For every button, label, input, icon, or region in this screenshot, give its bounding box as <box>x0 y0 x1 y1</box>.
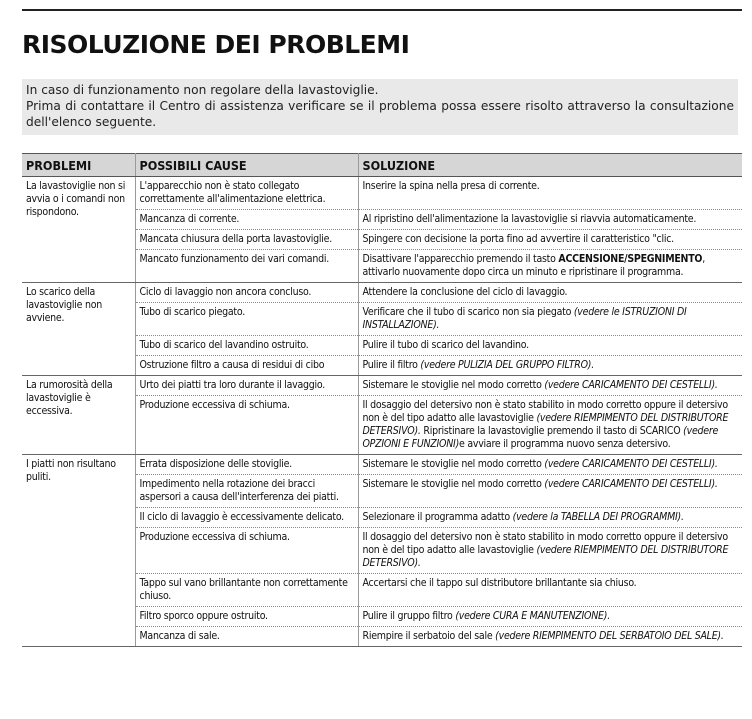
solution-text: Accertarsi che il tappo sul distributore brillantante sia chiuso. <box>362 577 637 589</box>
cause-cell: Urto dei piatti tra loro durante il lavaggio. <box>135 376 358 396</box>
section-reference: (vedere CURA E MANUTENZIONE). <box>455 610 610 622</box>
top-rule <box>22 9 742 11</box>
cause-cell: Produzione eccessiva di schiuma. <box>135 528 358 574</box>
intro-line-2: Prima di contattare il Centro di assistenza verificare se il problema possa essere risolto attraverso la consultazione dell'elenco seguente. <box>26 99 734 129</box>
cause-cell: Errata disposizione delle stoviglie. <box>135 455 358 475</box>
table-row <box>22 177 742 210</box>
solution-text: Riempire il serbatoio del sale <box>362 630 496 642</box>
table-row <box>22 376 742 396</box>
section-reference: (vedere PULIZIA DEL GRUPPO FILTRO). <box>420 359 594 371</box>
solution-text: Sistemare le stoviglie nel modo corretto <box>362 458 545 470</box>
problem-cell: I piatti non risultano puliti. <box>22 455 135 647</box>
solution-text: , attivarlo nuovamente dopo circa un minuto e ripristinare il programma. <box>362 253 705 278</box>
section-reference: (vedere RIEMPIMENTO DEL DISTRIBUTORE DETERSIVO). <box>362 544 729 569</box>
cause-cell: Mancanza di corrente. <box>135 210 358 230</box>
cause-cell: Tappo sul vano brillantante non correttamente chiuso. <box>135 574 358 607</box>
solution-text: Disattivare l'apparecchio premendo il tasto <box>362 253 559 265</box>
page-title: RISOLUZIONE DEI PROBLEMI <box>22 30 410 59</box>
solution-text: Verificare che il tubo di scarico non sia piegato <box>362 306 574 318</box>
section-reference: (vedere le ISTRUZIONI DI INSTALLAZIONE). <box>362 306 687 331</box>
intro-line-1: In caso di funzionamento non regolare della lavastoviglie. <box>26 83 379 97</box>
button-name-text: ACCENSIONE/SPEGNIMENTO <box>558 253 703 265</box>
solution-text: e avviare il programma nuovo senza detersivo. <box>459 438 671 450</box>
cause-cell: L'apparecchio non è stato collegato correttamente all'alimentazione elettrica. <box>135 177 358 210</box>
solution-text: Pulire il gruppo filtro <box>362 610 456 622</box>
solution-text: Il dosaggio del detersivo non è stato stabilito in modo corretto oppure il detersivo non è del tipo adatto alle lavastoviglie <box>362 531 728 556</box>
solution-cell <box>358 376 742 396</box>
solution-cell <box>358 455 742 475</box>
solution-cell <box>358 210 742 230</box>
cause-cell: Impedimento nella rotazione dei bracci aspersori a causa dell'interferenza dei piatti. <box>135 475 358 508</box>
header-solution: SOLUZIONE <box>358 154 742 177</box>
troubleshooting-table <box>22 153 742 647</box>
solution-cell <box>358 475 742 508</box>
section-reference: (vedere CARICAMENTO DEI CESTELLI). <box>544 458 718 470</box>
solution-cell <box>358 303 742 336</box>
solution-cell <box>358 177 742 210</box>
solution-text: Al ripristino dell'alimentazione la lavastoviglie si riavvia automaticamente. <box>362 213 697 225</box>
section-reference: (vedere RIEMPIMENTO DEL SERBATOIO DEL SALE). <box>495 630 724 642</box>
solution-cell <box>358 250 742 283</box>
section-reference: (vedere OPZIONI E FUNZIONI) <box>362 425 719 450</box>
section-reference: (vedere la TABELLA DEI PROGRAMMI). <box>512 511 684 523</box>
cause-cell: Produzione eccessiva di schiuma. <box>135 396 358 455</box>
solution-cell <box>358 574 742 607</box>
solution-cell <box>358 627 742 647</box>
solution-text: Sistemare le stoviglie nel modo corretto <box>362 379 545 391</box>
solution-text: Spingere con decisione la porta fino ad avvertire il caratteristico "clic. <box>362 233 674 245</box>
solution-text: Attendere la conclusione del ciclo di lavaggio. <box>362 286 568 298</box>
cause-cell: Tubo di scarico del lavandino ostruito. <box>135 336 358 356</box>
problem-cell: Lo scarico della lavastoviglie non avviene. <box>22 283 135 376</box>
solution-cell <box>358 356 742 376</box>
cause-cell: Mancato funzionamento dei vari comandi. <box>135 250 358 283</box>
solution-cell <box>358 283 742 303</box>
solution-cell <box>358 508 742 528</box>
problem-cell: La lavastoviglie non si avvia o i comandi non rispondono. <box>22 177 135 283</box>
section-reference: (vedere CARICAMENTO DEI CESTELLI). <box>544 478 718 490</box>
cause-cell: Ostruzione filtro a causa di residui di cibo <box>135 356 358 376</box>
cause-cell: Ciclo di lavaggio non ancora concluso. <box>135 283 358 303</box>
table-row <box>22 283 742 303</box>
solution-text: Selezionare il programma adatto <box>362 511 513 523</box>
section-reference: (vedere CARICAMENTO DEI CESTELLI). <box>544 379 718 391</box>
table-header-row <box>22 154 742 177</box>
cause-cell: Filtro sporco oppure ostruito. <box>135 607 358 627</box>
intro-box <box>22 79 738 135</box>
cause-cell: Tubo di scarico piegato. <box>135 303 358 336</box>
table-row <box>22 455 742 475</box>
solution-text: Pulire il tubo di scarico del lavandino. <box>362 339 529 351</box>
cause-cell: Mancata chiusura della porta lavastoviglie. <box>135 230 358 250</box>
problem-cell: La rumorosità della lavastoviglie è eccessiva. <box>22 376 135 455</box>
cause-cell: Il ciclo di lavaggio è eccessivamente delicato. <box>135 508 358 528</box>
cause-cell: Mancanza di sale. <box>135 627 358 647</box>
header-causes: POSSIBILI CAUSE <box>135 154 358 177</box>
solution-text: Ripristinare la lavastoviglie premendo il tasto di SCARICO <box>420 425 684 437</box>
solution-cell <box>358 230 742 250</box>
solution-cell <box>358 336 742 356</box>
header-problems: PROBLEMI <box>22 154 135 177</box>
solution-text: Inserire la spina nella presa di corrente. <box>362 180 540 192</box>
section-reference: (vedere RIEMPIMENTO DEL DISTRIBUTORE DETERSIVO). <box>362 412 729 437</box>
solution-text: Il dosaggio del detersivo non è stato stabilito in modo corretto oppure il detersivo non è del tipo adatto alle lavastoviglie <box>362 399 728 424</box>
solution-cell <box>358 528 742 574</box>
solution-text: Sistemare le stoviglie nel modo corretto <box>362 478 545 490</box>
solution-text: Pulire il filtro <box>362 359 421 371</box>
solution-cell <box>358 607 742 627</box>
solution-cell <box>358 396 742 455</box>
